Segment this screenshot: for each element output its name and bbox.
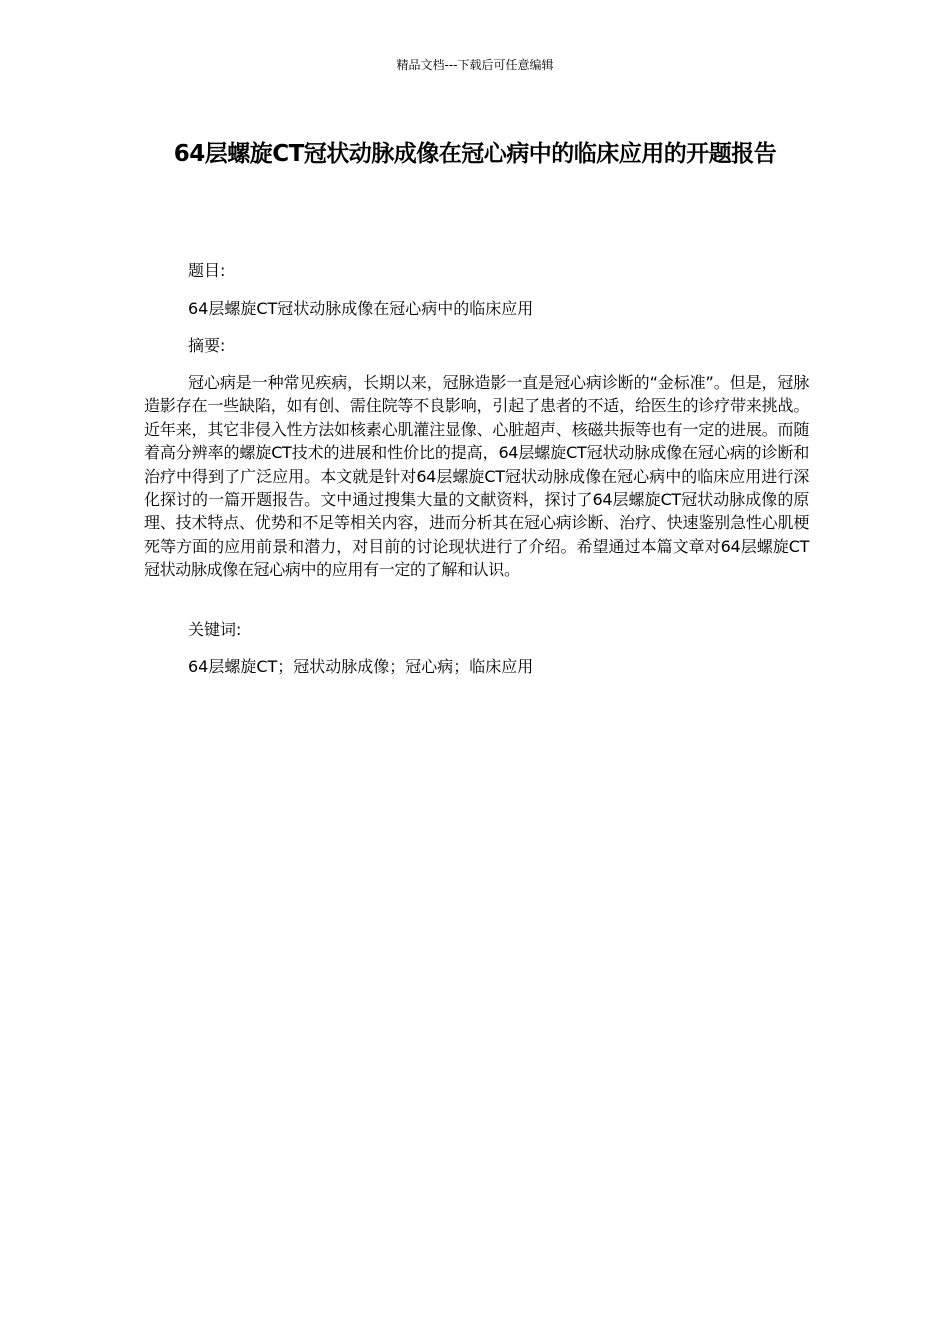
keywords-label: 关键词:: [188, 620, 242, 639]
abstract-label: 摘要:: [188, 336, 226, 355]
document-title: 64层螺旋CT冠状动脉成像在冠心病中的临床应用的开题报告: [173, 141, 777, 167]
keywords-text: 64层螺旋CT；冠状动脉成像；冠心病；临床应用: [188, 657, 534, 676]
topic-label: 题目:: [188, 261, 226, 280]
page-header: 精品文档---下载后可任意编辑: [396, 58, 554, 72]
topic-text: 64层螺旋CT冠状动脉成像在冠心病中的临床应用: [188, 299, 534, 318]
abstract-text: 冠心病是一种常见疾病，长期以来，冠脉造影一直是冠心病诊断的“金标准”。但是，冠脉造影存在一些缺陷，如有创、需住院等不良影响，引起了患者的不适，给医生的诊疗带来挑战。近年来，其它非侵入性方法如核素心肌灌注显像、心脏超声、核磁共振等也有一定的进展。而随着高分辨率的螺旋CT技术的进展和性价比的提高，64层螺旋CT冠状动脉成像在冠心病的诊断和治疗中得到了广泛应用。本文就是针对64层螺旋CT冠状动脉成像在冠心病中的临床应用进行深化探讨的一篇开题报告。文中通过搜集大量的文献资料，探讨了64层螺旋CT冠状动脉成像的原理、技术特点、优势和不足等相关内容，进而分析其在冠心病诊断、治疗、快速鉴别急性心肌梗死等方面的应用前景和潜力，对目前的讨论现状进行了介绍。希望通过本篇文章对64层螺旋CT冠状动脉成像在冠心病中的应用有一定的了解和认识。: [144, 373, 809, 580]
